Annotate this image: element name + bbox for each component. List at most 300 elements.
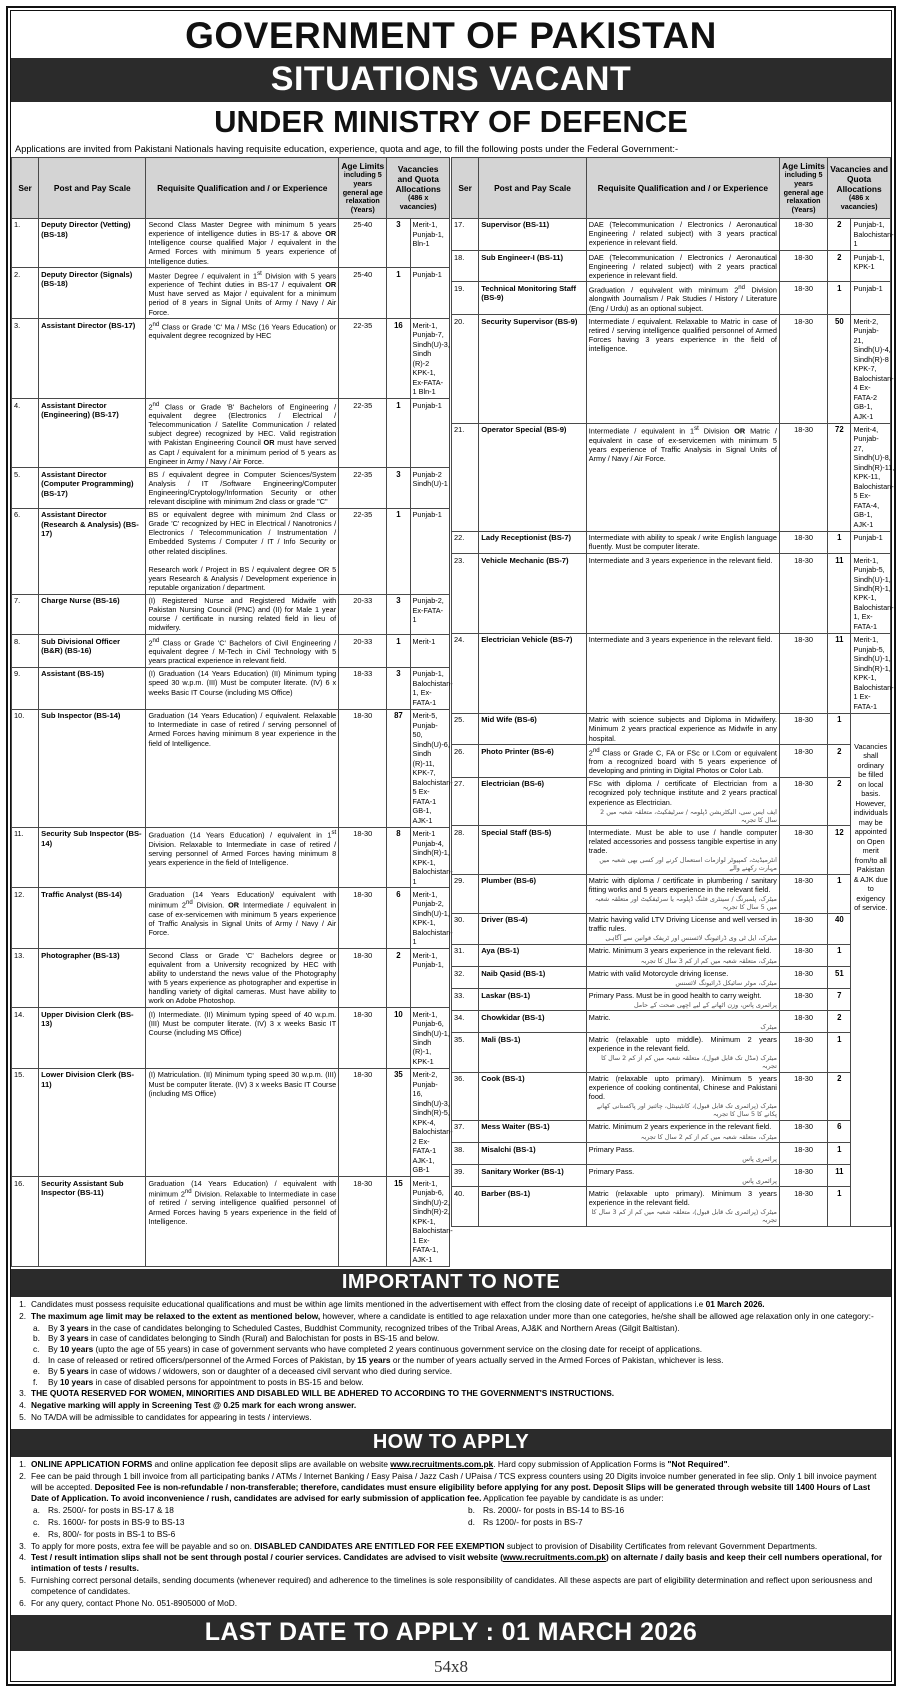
age-header-main: Age Limits — [782, 161, 825, 172]
cell-age-limit: 18-30 — [339, 1008, 387, 1069]
note-text: By 10 years (upto the age of 55 years) in case of government servants who have completed 2 years continuous government service on the closing date for receipt of applications. — [48, 1344, 703, 1355]
table-row — [452, 423, 891, 531]
cell-ser: 18. — [452, 251, 479, 282]
note-number: c. — [33, 1344, 40, 1355]
cell-age-limit: 18-30 — [339, 1068, 387, 1176]
cell-quota-allocation: Merit-1, Punjab-2, Sindh(U)-1, KPK-1, Balochistan-1 — [410, 888, 449, 949]
cell-vacancy-count: 1 — [828, 874, 851, 913]
col-header-vacancies — [828, 158, 891, 218]
cell-post-and-pay-scale: Lady Receptionist (BS-7) — [479, 531, 587, 553]
urdu-note: میٹرک، موٹر سائیکل ڈرائیونگ لائسنس — [675, 978, 777, 987]
cell-qualification: Matric (relaxable upto primary). Minimum 3 years experience in the relevant field. میٹرک (پرائمری تک قابل قبول)، متعلقہ شعبہ میں کم از کم 3 سال کا تجربہ — [586, 1187, 779, 1226]
cell-post-and-pay-scale: Lower Division Clerk (BS-11) — [39, 1068, 146, 1176]
cell-vacancy-count: 2 — [828, 1072, 851, 1120]
cell-post-and-pay-scale: Mess Waiter (BS-1) — [479, 1120, 587, 1142]
urdu-note: میٹرک (مڈل تک قابل قبول)، متعلقہ شعبہ میں کم از کم 2 سال کا تجربہ — [601, 1054, 777, 1071]
cell-qualification: Matric (relaxable upto primary). Minimum 5 years experience of cooking continental, Chinese and Pakistani food. میٹرک (پرائمری تک قابل قبول)، کانٹینینٹل، چائنیز اور پاکستانی کھانے پکانے کا 5 سال کا تجربہ — [586, 1072, 779, 1120]
cell-post-and-pay-scale: Security Assistant Sub Inspector (BS-11) — [39, 1177, 146, 1266]
cell-age-limit: 18-33 — [339, 667, 387, 709]
cell-age-limit: 18-30 — [779, 315, 827, 423]
cell-qualification: (I) Intermediate. (II) Minimum typing speed of 40 w.p.m. (III) Must be computer literate. (IV) 3 x weeks Basic IT Course (including MS Office) — [146, 1008, 339, 1069]
note-text: ONLINE APPLICATION FORMS and online application fee deposit slips are available on website www.recruitments.com.pk. Hard copy submission of Application Forms is "Not Required". — [31, 1458, 730, 1469]
cell-ser: 23. — [452, 554, 479, 634]
note-text: Candidates must possess requisite educational qualifications and must be within age limits mentioned in the advertisement with effect from the closing date of receipt of applications i.e 01 March 2026. — [31, 1298, 765, 1309]
vac-header-sub: (486 x vacancies) — [840, 193, 878, 212]
col-header-post: Post and Pay Scale — [479, 158, 587, 218]
table-header-row — [12, 158, 450, 218]
table-row — [452, 874, 891, 913]
ad-size-code: 54x8 — [434, 1657, 468, 1677]
cell-age-limit: 18-30 — [779, 251, 827, 282]
cell-post-and-pay-scale: Security Supervisor (BS-9) — [479, 315, 587, 423]
table-row — [12, 635, 450, 668]
cell-ser: 12. — [12, 888, 39, 949]
cell-age-limit: 22-35 — [339, 319, 387, 399]
cell-qualification: DAE (Telecommunication / Electronics / Aeronautical Engineering / related subject) with 3 years practical experience in relevant field. — [586, 218, 779, 250]
col-header-age-limits — [779, 158, 827, 218]
cell-quota-allocation: Punjab-1 — [410, 508, 449, 594]
cell-ser: 26. — [452, 745, 479, 778]
note-number: 4. — [19, 1552, 26, 1563]
cell-qualification: 2nd Class or Grade C, FA or FSc or I.Com or equivalent from a recognized board with 5 years experience of developing and printing in Digital Photos or Color Lab. — [586, 745, 779, 778]
note-text: For any query, contact Phone No. 051-8905000 of MoD. — [31, 1598, 238, 1609]
cell-quota-allocation: Merit-1, Punjab-7, Sindh(U)-3, Sindh (R)-2 KPK-1, Ex-FATA-1 Bln-1 — [410, 319, 449, 399]
cell-qualification: Matric with science subjects and Diploma in Midwifery. Minimum 2 years practical experience as Midwife in any hospital. — [586, 713, 779, 744]
cell-age-limit: 18-30 — [779, 989, 827, 1011]
fee-item — [16, 1505, 451, 1516]
cell-quota-allocation: Merit-1, Punjab-6, Sindh(U)-2, Sindh(R)-2, KPK-1, Balochistan-1 Ex-FATA-1, AJK-1 — [410, 1177, 449, 1266]
jobs-table-left-column — [11, 157, 451, 1266]
cell-ser: 13. — [12, 949, 39, 1008]
urdu-note: میٹرک (پرائمری تک قابل قبول)، متعلقہ شعبہ میں کم از کم 3 سال کا تجربہ — [591, 1208, 777, 1224]
table-row — [452, 1072, 891, 1120]
note-number: 6. — [19, 1598, 26, 1609]
cell-ser: 37. — [452, 1120, 479, 1142]
cell-qualification: Graduation (14 Years Education) / equivalent. Relaxable to Intermediate in case of retired / serving personnel of Armed Forces having minimum 8 year experience in the field of Intelligence. — [146, 709, 339, 827]
cell-age-limit: 18-30 — [779, 1143, 827, 1165]
cell-qualification: Matric having valid LTV Driving License and well versed in traffic rules. میٹرک، ایل ٹی وی ڈرائیونگ لائسنس اور ٹریفک قوانین سے آگاہی — [586, 913, 779, 944]
fee-letter: b. — [468, 1504, 475, 1515]
cell-age-limit: 22-35 — [339, 508, 387, 594]
cell-qualification: DAE (Telecommunication / Electronics / Aeronautical Engineering / related subject) with 2 years practical experience in relevant field. — [586, 251, 779, 282]
note-item — [16, 1333, 886, 1344]
cell-vacancy-count: 11 — [828, 633, 851, 713]
cell-quota-merged-note: Vacancies shall ordinary be filled on local basis. However, individuals may be appointed on Open merit from/to all Pakistan & AJK due to exigency of service. — [851, 713, 891, 1226]
cell-post-and-pay-scale: Electrician (BS-6) — [479, 777, 587, 825]
cell-qualification: FSc with diploma / certificate of Electrician from a recognized poly technique institute and 2 years practical experience as Electrician. ایف ایس سی، الیکٹریشن ڈپلومہ / سرٹیفکیٹ، متعلقہ شعبہ میں 2 سال کا تجربہ — [586, 777, 779, 825]
how-to-apply-list-after — [16, 1541, 886, 1610]
cell-vacancy-count: 2 — [828, 218, 851, 250]
cell-post-and-pay-scale: Driver (BS-4) — [479, 913, 587, 944]
cell-quota-allocation: Merit-4, Punjab-27, Sindh(U)-8, Sindh(R)-11, KPK-11, Balochistan-5 Ex-FATA-4, GB-1, AJK-1 — [851, 423, 891, 531]
cell-age-limit: 18-30 — [779, 554, 827, 634]
table-row — [12, 319, 450, 399]
cell-age-limit: 18-30 — [779, 874, 827, 913]
fee-item — [16, 1517, 451, 1528]
note-item — [16, 1311, 886, 1322]
cell-ser: 11. — [12, 827, 39, 888]
cell-qualification: Matric (relaxable upto middle). Minimum 2 years experience in the relevant field. میٹرک (مڈل تک قابل قبول)، متعلقہ شعبہ میں کم از کم 2 سال کا تجربہ — [586, 1033, 779, 1072]
cell-quota-allocation: Merit-1, Punjab-1, Bln-1 — [410, 218, 449, 268]
cell-vacancy-count: 15 — [387, 1177, 410, 1266]
note-item — [16, 1299, 886, 1310]
cell-age-limit: 18-30 — [779, 218, 827, 250]
col-header-qualification: Requisite Qualification and / or Experience — [146, 158, 339, 218]
cell-quota-allocation: Merit-1 — [410, 635, 449, 668]
fee-letter: c. — [33, 1516, 40, 1527]
note-text: By 3 years in case of candidates belonging to Sindh (Rural) and Balochistan for posts in BS-15 and below. — [48, 1333, 440, 1344]
note-number: a. — [33, 1322, 40, 1333]
urdu-note: انٹرمیڈیٹ، کمپیوٹر لوازمات استعمال کرنے اور کسی بھی شعبہ میں مہارت رکھنے والے — [599, 856, 777, 873]
jobs-left-body — [12, 218, 453, 1266]
cell-age-limit: 18-30 — [779, 745, 827, 778]
cell-age-limit: 18-30 — [339, 949, 387, 1008]
cell-vacancy-count: 3 — [387, 468, 410, 508]
note-item — [16, 1377, 886, 1388]
cell-post-and-pay-scale: Traffic Analyst (BS-14) — [39, 888, 146, 949]
cell-vacancy-count: 1 — [828, 944, 851, 966]
fee-item — [451, 1517, 886, 1528]
cell-post-and-pay-scale: Security Sub Inspector (BS-14) — [39, 827, 146, 888]
cell-quota-allocation: Merit-1, Punjab-6, Sindh(U)-1, Sindh (R)-1, KPK-1 — [410, 1008, 449, 1069]
cell-post-and-pay-scale: Sub Engineer-I (BS-11) — [479, 251, 587, 282]
how-to-apply-section — [11, 1457, 891, 1613]
cell-qualification: Matric with diploma / certificate in plumbering / sanitary fitting works and 5 years experience in the relevant field. میٹرک، پلمبرنگ / سینٹری فٹنگ ڈپلومہ یا سرٹیفکیٹ اور متعلقہ شعبہ میں 5 سال کا تجربہ — [586, 874, 779, 913]
cell-post-and-pay-scale: Assistant Director (BS-17) — [39, 319, 146, 399]
cell-post-and-pay-scale: Photo Printer (BS-6) — [479, 745, 587, 778]
cell-age-limit: 18-30 — [779, 1033, 827, 1072]
cell-post-and-pay-scale: Deputy Director (Vetting) (BS-18) — [39, 218, 146, 268]
note-item — [16, 1541, 886, 1552]
cell-quota-allocation: Punjab-1, KPK-1 — [851, 251, 891, 282]
cell-vacancy-count: 1 — [387, 399, 410, 468]
cell-vacancy-count: 1 — [828, 1143, 851, 1165]
cell-vacancy-count: 1 — [828, 713, 851, 744]
table-row — [452, 989, 891, 1011]
table-row — [452, 944, 891, 966]
cell-quota-allocation: Punjab-1 — [410, 268, 449, 319]
cell-post-and-pay-scale: Plumber (BS-6) — [479, 874, 587, 913]
cell-ser: 5. — [12, 468, 39, 508]
cell-qualification: Second Class or Grade 'C' Bachelors degree or equivalent from a University recognized by HEC with ability to understand the news value of the Photography with 5 years experience as photographer and expertise in handling variety of digital cameras. Must have ability to work on Adobe Photoshop. — [146, 949, 339, 1008]
cell-vacancy-count: 3 — [387, 667, 410, 709]
note-text: By 5 years in case of widows / widowers, son or daughter of a deceased civil servant who died during service. — [48, 1366, 453, 1377]
cell-vacancy-count: 2 — [828, 1011, 851, 1033]
cell-ser: 14. — [12, 1008, 39, 1069]
note-item — [16, 1344, 886, 1355]
table-row — [452, 826, 891, 874]
cell-vacancy-count: 11 — [828, 554, 851, 634]
note-text: THE QUOTA RESERVED FOR WOMEN, MINORITIES AND DISABLED WILL BE ADHERED TO ACCORDING TO THE GOVERNMENT'S INSTRUCTIONS. — [31, 1388, 615, 1399]
note-number: f. — [33, 1377, 38, 1388]
cell-qualification: Matric with valid Motorcycle driving license. میٹرک، موٹر سائیکل ڈرائیونگ لائسنس — [586, 967, 779, 989]
cell-age-limit: 18-30 — [779, 777, 827, 825]
cell-ser: 22. — [452, 531, 479, 553]
cell-age-limit: 18-30 — [779, 531, 827, 553]
cell-qualification: Intermediate and 3 years experience in the relevant field. — [586, 554, 779, 634]
cell-qualification: Graduation (14 Years Education)/ equivalent with minimum 2nd Division. OR Intermediate / equivalent in case of ex-servicemen with minimum 5 years experience of Traffic Analysis in Signal Units of Army / Navy / Air Force. — [146, 888, 339, 949]
note-text: Test / result intimation slips shall not be sent through postal / courier services. Candidates are advised to visit website (www.recruitments.com.pk) on alternate / daily basis and keep their cell numbers operational, for intimation of tests / results. — [31, 1552, 883, 1574]
cell-vacancy-count: 1 — [828, 1187, 851, 1226]
cell-ser: 15. — [12, 1068, 39, 1176]
intro-paragraph: Applications are invited from Pakistani Nationals having requisite education, experience, quota and age, to fill the following posts under the Federal Government:- — [15, 143, 679, 154]
cell-age-limit: 22-35 — [339, 399, 387, 468]
cell-vacancy-count: 50 — [828, 315, 851, 423]
cell-quota-allocation: Merit-2, Punjab-16, Sindh(U)-3, Sindh(R)-5, KPK-4, Balochistan-2 Ex-FATA-1 AJK-1, GB-1 — [410, 1068, 449, 1176]
cell-qualification: Primary Pass. Must be in good health to carry weight. پرائمری پاس، وزن اٹھانے کے لیے اچھی صحت کے حامل — [586, 989, 779, 1011]
cell-post-and-pay-scale: Aya (BS-1) — [479, 944, 587, 966]
cell-age-limit: 18-30 — [779, 713, 827, 744]
table-header-row — [452, 158, 891, 218]
cell-qualification: Intermediate and 3 years experience in the relevant field. — [586, 633, 779, 713]
table-row — [452, 1120, 891, 1142]
cell-vacancy-count: 6 — [387, 888, 410, 949]
cell-age-limit: 18-30 — [779, 826, 827, 874]
cell-qualification: Matric. Minimum 3 years experience in the relevant field. میٹرک، متعلقہ شعبہ میں کم از کم 3 سال کا تجربہ — [586, 944, 779, 966]
cell-age-limit: 18-30 — [779, 1011, 827, 1033]
note-number: 5. — [19, 1575, 26, 1586]
cell-vacancy-count: 8 — [387, 827, 410, 888]
cell-vacancy-count: 1 — [828, 282, 851, 315]
cell-qualification: (I) Graduation (14 Years Education) (II) Minimum typing speed 30 w.p.m. (III) Must be computer literate. (IV) 6 x weeks Basic IT Course (including MS Office) — [146, 667, 339, 709]
cell-age-limit: 18-30 — [779, 1120, 827, 1142]
urdu-note: میٹرک (پرائمری تک قابل قبول)، کانٹینینٹل، چائنیز اور پاکستانی کھانے پکانے کا 5 سال کا تجربہ — [596, 1102, 777, 1119]
cell-post-and-pay-scale: Mid Wife (BS-6) — [479, 713, 587, 744]
fee-item — [16, 1529, 451, 1540]
cell-quota-allocation: Punjab-1, Balochistan-1, Ex-FATA-1 — [410, 667, 449, 709]
cell-ser: 31. — [452, 944, 479, 966]
cell-ser: 9. — [12, 667, 39, 709]
urdu-note: ایف ایس سی، الیکٹریشن ڈپلومہ / سرٹیفکیٹ، متعلقہ شعبہ میں 2 سال کا تجربہ — [600, 807, 777, 824]
cell-vacancy-count: 1 — [828, 531, 851, 553]
table-row — [452, 745, 891, 778]
cell-quota-allocation: Punjab-1, Balochistan-1 — [851, 218, 891, 250]
note-item — [16, 1323, 886, 1334]
page-border — [6, 6, 896, 1686]
note-number: 1. — [19, 1298, 26, 1309]
cell-quota-allocation: Punjab-1 — [410, 399, 449, 468]
fee-letter: e. — [33, 1528, 40, 1539]
important-to-note-bar: IMPORTANT TO NOTE — [11, 1269, 891, 1297]
cell-qualification: BS or equivalent degree with minimum 2nd Class or Grade 'C' recognized by HEC in Electrical / Nanotronics / Electronics / Telecommunication / Instrumentation / Embedded Systems / Computer / IT / Info Security or other related disciplines. Research work / Project in BS / equivalent degree OR 5 years Research & Analysis / Development experience in reputable organization / department. — [146, 508, 339, 594]
cell-age-limit: 18-30 — [779, 967, 827, 989]
note-text: Furnishing correct personal details, sending documents (whenever required) and adherence to the timelines is sole responsibility of candidates. All these aspects are part of eligibility determination and reflect upon seriousness and competence of candidates. — [31, 1575, 873, 1597]
cell-post-and-pay-scale: Assistant (BS-15) — [39, 667, 146, 709]
note-number: 5. — [19, 1412, 26, 1423]
cell-ser: 20. — [452, 315, 479, 423]
table-row — [452, 1165, 891, 1187]
fee-letter: d. — [468, 1516, 475, 1527]
fee-item — [451, 1505, 886, 1516]
cell-age-limit: 18-30 — [339, 827, 387, 888]
note-number: 3. — [19, 1540, 26, 1551]
cell-post-and-pay-scale: Sanitary Worker (BS-1) — [479, 1165, 587, 1187]
cell-vacancy-count: 1 — [828, 1033, 851, 1072]
urdu-note: میٹرک، پلمبرنگ / سینٹری فٹنگ ڈپلومہ یا سرٹیفکیٹ اور متعلقہ شعبہ میں 5 سال کا تجربہ — [594, 895, 777, 912]
cell-post-and-pay-scale: Special Staff (BS-5) — [479, 826, 587, 874]
fee-text: Rs, 800/- for posts in BS-1 to BS-6 — [48, 1528, 176, 1539]
cell-quota-allocation: Merit-5, Punjab-50, Sindh(U)-6, Sindh (R)-11, KPK-7, Balochistan-5 Ex-FATA-1 GB-1, AJK-1 — [410, 709, 449, 827]
table-row — [452, 282, 891, 315]
cell-qualification: 2nd Class or Grade 'B' Bachelors of Engineering / equivalent degree (Electronics / Electrical / Telecommunication / Satellite Communication / related subject degree) recognized by HEC. Valid registration with Pakistan Engineering Council OR must have served as Capt / equivalent for a minimum period of 5 years as Engineer in Army / Navy / Air Force. — [146, 399, 339, 468]
cell-vacancy-count: 1 — [387, 268, 410, 319]
fee-letter: a. — [33, 1504, 40, 1515]
note-text: By 3 years in the case of candidates belonging to Scheduled Castes, Buddhist Community, recognized tribes of the Tribal Areas, AJ&K and Northern Areas (Gilgit Baltistan). — [48, 1322, 680, 1333]
cell-vacancy-count: 2 — [828, 777, 851, 825]
cell-vacancy-count: 6 — [828, 1120, 851, 1142]
table-row — [452, 1143, 891, 1165]
note-item — [16, 1355, 886, 1366]
cell-age-limit: 18-30 — [779, 1072, 827, 1120]
cell-quota-allocation: Merit-1, Punjab-5, Sindh(U)-1, Sindh(R)-1, KPK-1, Balochistan-1, Ex-FATA-1 — [851, 554, 891, 634]
cell-qualification: Intermediate. Must be able to use / handle computer related accessories and possess tangible expertise in any trade. انٹرمیڈیٹ، کمپیوٹر لوازمات استعمال کرنے اور کسی بھی شعبہ میں مہارت رکھنے والے — [586, 826, 779, 874]
table-row — [452, 913, 891, 944]
page-title-government: GOVERNMENT OF PAKISTAN — [185, 15, 717, 56]
cell-age-limit: 18-30 — [779, 1165, 827, 1187]
cell-age-limit: 18-30 — [339, 709, 387, 827]
cell-qualification: Graduation (14 Years Education) / equivalent with minimum 2nd Division. Relaxable to Intermediate in case of retired / serving intelligence qualified personnel of Armed Forces having 5 years experience in the field of Intelligence. — [146, 1177, 339, 1266]
page-title-ministry: UNDER MINISTRY OF DEFENCE — [214, 104, 688, 140]
cell-vacancy-count: 2 — [387, 949, 410, 1008]
table-row — [12, 268, 450, 319]
cell-post-and-pay-scale: Vehicle Mechanic (BS-7) — [479, 554, 587, 634]
cell-post-and-pay-scale: Assistant Director (Research & Analysis) (BS-17) — [39, 508, 146, 594]
cell-qualification: Second Class Master Degree with minimum 5 years experience of intelligence duties in BS-17 & above OR Intelligence course qualified Major / equivalent in the Armed Forces with minimum 5 years experience of Intelligence duties. — [146, 218, 339, 268]
jobs-table-container — [11, 157, 895, 1266]
note-number: b. — [33, 1333, 40, 1344]
cell-post-and-pay-scale: Barber (BS-1) — [479, 1187, 587, 1226]
table-row — [452, 1187, 891, 1226]
note-item — [16, 1366, 886, 1377]
cell-ser: 2. — [12, 268, 39, 319]
cell-age-limit: 18-30 — [779, 282, 827, 315]
cell-post-and-pay-scale: Operator Special (BS-9) — [479, 423, 587, 531]
cell-ser: 35. — [452, 1033, 479, 1072]
note-number: 3. — [19, 1388, 26, 1399]
cell-ser: 29. — [452, 874, 479, 913]
table-row — [452, 554, 891, 634]
cell-age-limit: 18-30 — [779, 1187, 827, 1226]
cell-post-and-pay-scale: Chowkidar (BS-1) — [479, 1011, 587, 1033]
cell-ser: 10. — [12, 709, 39, 827]
col-header-vacancies — [387, 158, 450, 218]
jobs-table-left — [11, 157, 453, 1266]
jobs-right-body — [452, 218, 895, 1226]
jobs-table-right — [451, 157, 895, 1226]
cell-ser: 19. — [452, 282, 479, 315]
note-item — [16, 1471, 886, 1504]
cell-post-and-pay-scale: Naib Qasid (BS-1) — [479, 967, 587, 989]
table-row — [452, 218, 891, 250]
cell-ser: 27. — [452, 777, 479, 825]
cell-vacancy-count: 7 — [828, 989, 851, 1011]
urdu-note: میٹرک، ایل ٹی وی ڈرائیونگ لائسنس اور ٹریفک قوانین سے آگاہی — [605, 934, 777, 943]
cell-vacancy-count: 40 — [828, 913, 851, 944]
cell-age-limit: 20-33 — [339, 594, 387, 634]
note-text: By 10 years in case of disabled persons for appointment to posts in BS-15 and below. — [48, 1377, 364, 1388]
jobs-table-right-column — [451, 157, 895, 1266]
cell-post-and-pay-scale: Sub Divisional Officer (B&R) (BS-16) — [39, 635, 146, 668]
cell-qualification: Primary Pass. پرائمری پاس — [586, 1143, 779, 1165]
cell-vacancy-count: 72 — [828, 423, 851, 531]
fee-schedule-grid — [16, 1505, 886, 1541]
cell-age-limit: 20-33 — [339, 635, 387, 668]
vac-header-main: Vacancies and Quota Allocations — [395, 164, 441, 195]
cell-vacancy-count: 11 — [828, 1165, 851, 1187]
table-row — [12, 827, 450, 888]
table-row — [452, 315, 891, 423]
cell-post-and-pay-scale: Electrician Vehicle (BS-7) — [479, 633, 587, 713]
cell-ser: 3. — [12, 319, 39, 399]
table-row — [12, 218, 450, 268]
fee-text: Rs. 2500/- for posts in BS-17 & 18 — [48, 1504, 174, 1515]
cell-quota-allocation: Punjab-2, Ex-FATA-1 — [410, 594, 449, 634]
cell-ser: 30. — [452, 913, 479, 944]
cell-vacancy-count: 1 — [387, 508, 410, 594]
cell-age-limit: 18-30 — [339, 888, 387, 949]
col-header-qualification: Requisite Qualification and / or Experience — [586, 158, 779, 218]
urdu-note: پرائمری پاس، وزن اٹھانے کے لیے اچھی صحت کے حامل — [633, 1000, 777, 1009]
table-row — [12, 888, 450, 949]
cell-quota-allocation: Punjab-2 Sindh(U)-1 — [410, 468, 449, 508]
note-text: To apply for more posts, extra fee will be payable and so on. DISABLED CANDIDATES ARE ENTITLED FOR FEE EXEMPTION subject to provision of Disability Certificates from relevant Government Departments. — [31, 1540, 818, 1551]
cell-qualification: (I) Matriculation. (II) Minimum typing speed 30 w.p.m. (III) Must be computer literate. (IV) 3 x weeks Basic IT Course (including MS Office) — [146, 1068, 339, 1176]
cell-age-limit: 18-30 — [779, 633, 827, 713]
urdu-note: میٹرک — [760, 1022, 777, 1031]
fee-text: Rs 1200/- for posts in BS-7 — [483, 1516, 583, 1527]
cell-post-and-pay-scale: Mali (BS-1) — [479, 1033, 587, 1072]
cell-age-limit: 25-40 — [339, 268, 387, 319]
cell-ser: 39. — [452, 1165, 479, 1187]
table-row — [12, 1177, 450, 1266]
note-number: 4. — [19, 1400, 26, 1411]
urdu-note: میٹرک، متعلقہ شعبہ میں کم از کم 3 سال کا تجربہ — [640, 956, 777, 965]
table-row — [12, 508, 450, 594]
age-header-sub: including 5 years general age relaxation (Years) — [783, 170, 824, 214]
table-row — [452, 777, 891, 825]
table-row — [12, 949, 450, 1008]
vac-header-main: Vacancies and Quota Allocations — [830, 164, 888, 195]
cell-quota-allocation: Merit-2, Punjab-21, Sindh(U)-4, Sindh(R)-8 KPK-7, Balochistan-4 Ex-FATA-2 GB-1, AJK-1 — [851, 315, 891, 423]
col-header-post: Post and Pay Scale — [39, 158, 146, 218]
cell-ser: 6. — [12, 508, 39, 594]
cell-ser: 25. — [452, 713, 479, 744]
cell-vacancy-count: 35 — [387, 1068, 410, 1176]
table-row — [452, 633, 891, 713]
cell-post-and-pay-scale: Cook (BS-1) — [479, 1072, 587, 1120]
cell-ser: 24. — [452, 633, 479, 713]
page-title-situations-vacant: SITUATIONS VACANT — [11, 58, 891, 102]
cell-qualification: 2nd Class or Grade 'C' Bachelors of Civil Engineering / equivalent degree / M-Tech in Civil Technology with 5 years practical experience in relevant field. — [146, 635, 339, 668]
urdu-note: میٹرک، متعلقہ شعبہ میں کم از کم 2 سال کا تجربہ — [640, 1132, 777, 1141]
cell-post-and-pay-scale: Assistant Director (Computer Programming) (BS-17) — [39, 468, 146, 508]
col-header-age-limits — [339, 158, 387, 218]
note-item — [16, 1412, 886, 1423]
table-row — [452, 967, 891, 989]
cell-vacancy-count: 12 — [828, 826, 851, 874]
cell-ser: 1. — [12, 218, 39, 268]
cell-qualification: Primary Pass. پرائمری پاس — [586, 1165, 779, 1187]
cell-quota-allocation: Merit-1, Punjab-5, Sindh(U)-1, Sindh(R)-1, KPK-1, Balochistan-1 Ex-FATA-1 — [851, 633, 891, 713]
cell-vacancy-count: 2 — [828, 745, 851, 778]
cell-age-limit: 18-30 — [779, 913, 827, 944]
table-row — [12, 1008, 450, 1069]
cell-ser: 36. — [452, 1072, 479, 1120]
cell-quota-allocation: Punjab-1 — [851, 282, 891, 315]
cell-ser: 8. — [12, 635, 39, 668]
cell-ser: 21. — [452, 423, 479, 531]
age-header-sub: including 5 years general age relaxation (Years) — [342, 170, 383, 214]
